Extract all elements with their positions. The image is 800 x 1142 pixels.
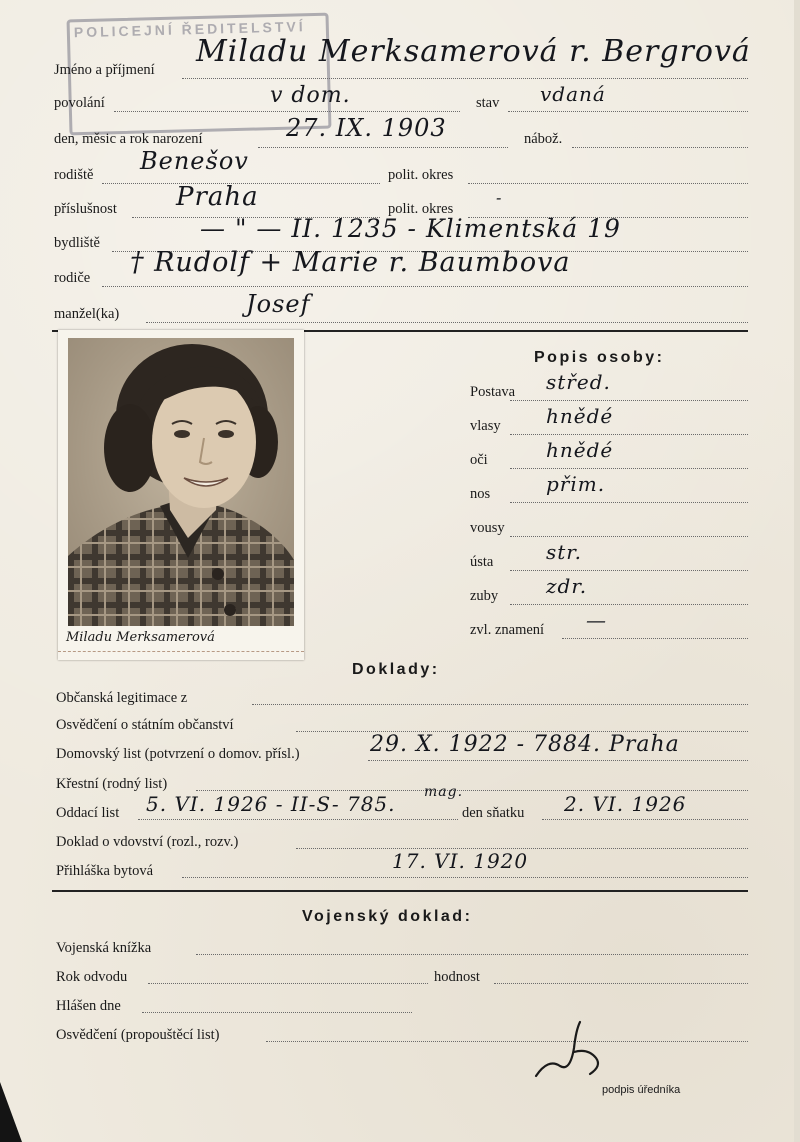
- citizenship-value: Praha: [176, 182, 259, 212]
- rank-line: [494, 983, 748, 984]
- marriage-label: Oddací list: [56, 805, 120, 821]
- status-line: [508, 111, 748, 112]
- marriage-line: [138, 819, 458, 820]
- parents-value: † Rudolf + Marie r. Baumbova: [130, 247, 571, 278]
- baptism-label: Křestní (rodný list): [56, 776, 168, 792]
- photo-edge: [58, 651, 304, 660]
- domicile-value: 29. X. 1922 - 7884. Praha: [370, 732, 680, 757]
- description-value: hnědé: [546, 438, 614, 462]
- official-signature: [530, 1018, 620, 1088]
- widow-label: Doklad o vdovství (rozl., rozv.): [56, 834, 239, 850]
- description-value: přim.: [546, 472, 606, 496]
- wedding-date-value: 2. VI. 1926: [564, 792, 687, 816]
- spouse-label: manžel(ka): [54, 306, 120, 322]
- year-label: Rok odvodu: [56, 969, 128, 985]
- birth-line: [258, 147, 508, 148]
- registration-label: Přihláška bytová: [56, 863, 154, 879]
- id-label: Občanská legitimace z: [56, 690, 188, 706]
- description-title: Popis osoby:: [534, 349, 665, 366]
- discharge-label: Osvědčení (propouštěcí list): [56, 1027, 220, 1043]
- parents-line: [102, 286, 748, 287]
- description-label: zvl. znamení: [470, 622, 545, 638]
- page-corner: [0, 1082, 22, 1142]
- spouse-value: Josef: [246, 290, 311, 318]
- religion-label: nábož.: [524, 131, 563, 147]
- description-label: vlasy: [470, 418, 501, 434]
- spouse-line: [146, 322, 748, 323]
- page-edge: [794, 0, 800, 1142]
- portrait-image: [68, 338, 294, 626]
- description-label: zuby: [470, 588, 499, 604]
- description-value: střed.: [546, 370, 611, 394]
- description-line: [510, 400, 748, 401]
- residence-label: bydliště: [54, 235, 100, 251]
- military-book-label: Vojenská knížka: [56, 940, 152, 956]
- rank-label: hodnost: [434, 969, 480, 985]
- citizenship-cert-label: Osvědčení o státním občanství: [56, 717, 234, 733]
- military-title: Vojenský doklad:: [302, 908, 473, 925]
- occupation-value: v dom.: [270, 83, 351, 108]
- birth-label: den, měsic a rok narození: [54, 131, 203, 147]
- description-label: ústa: [470, 554, 494, 570]
- signature-label: podpis úředníka: [602, 1084, 681, 1096]
- description-value: hnědé: [546, 404, 614, 428]
- military-book-line: [196, 954, 748, 955]
- birth-value: 27. IX. 1903: [286, 114, 447, 142]
- birthplace-label: rodiště: [54, 167, 94, 183]
- marriage-value: 5. VI. 1926 - II-S- 785.: [146, 792, 396, 816]
- year-line: [148, 983, 428, 984]
- citizenship-label: příslušnost: [54, 201, 117, 217]
- status-value: vdaná: [540, 82, 606, 106]
- name-value: Miladu Merksamerová r. Bergrová: [196, 34, 751, 69]
- religion-line: [572, 147, 748, 148]
- section-divider-2: [52, 890, 748, 892]
- name-label: Jméno a příjmení: [54, 62, 155, 78]
- birthplace-value: Benešov: [140, 147, 249, 175]
- reported-line: [142, 1012, 412, 1013]
- description-value: str.: [546, 540, 583, 564]
- district-line-1: [468, 183, 748, 184]
- district-label-1: polit. okres: [388, 167, 454, 183]
- documents-title: Doklady:: [352, 661, 440, 678]
- marriage-note: mag.: [424, 784, 464, 800]
- description-line: [510, 570, 748, 571]
- district-value-2: -: [496, 188, 503, 207]
- discharge-line: [266, 1041, 748, 1042]
- occupation-line: [114, 111, 460, 112]
- baptism-line: [196, 790, 748, 791]
- name-line: [182, 78, 748, 79]
- parents-label: rodiče: [54, 270, 91, 286]
- registration-value: 17. VI. 1920: [392, 849, 529, 873]
- residence-value: — " — II. 1235 - Klimentská 19: [200, 214, 621, 243]
- description-line: [510, 604, 748, 605]
- description-label: vousy: [470, 520, 505, 536]
- domicile-label: Domovský list (potvrzení o domov. přísl.): [56, 746, 300, 762]
- description-value: zdr.: [546, 574, 588, 598]
- district-label-2: polit. okres: [388, 201, 454, 217]
- photo-frame: [58, 330, 304, 660]
- domicile-line: [368, 760, 748, 761]
- description-line: [562, 638, 748, 639]
- id-line: [252, 704, 748, 705]
- description-line: [510, 468, 748, 469]
- photo-signature: Miladu Merksamerová: [66, 630, 215, 645]
- registration-line: [182, 877, 748, 878]
- occupation-label: povolání: [54, 95, 105, 111]
- description-label: nos: [470, 486, 491, 502]
- description-line: [510, 502, 748, 503]
- description-label: oči: [470, 452, 488, 468]
- portrait-photo: [68, 338, 294, 626]
- wedding-date-label: den sňatku: [462, 805, 525, 821]
- status-label: stav: [476, 95, 500, 111]
- description-line: [510, 536, 748, 537]
- description-line: [510, 434, 748, 435]
- reported-label: Hlášen dne: [56, 998, 121, 1014]
- stamp-text: POLICEJNÍ ŘEDITELSTVÍ: [73, 18, 306, 41]
- wedding-date-line: [542, 819, 748, 820]
- description-label: Postava: [470, 384, 516, 400]
- description-value: —: [586, 608, 607, 632]
